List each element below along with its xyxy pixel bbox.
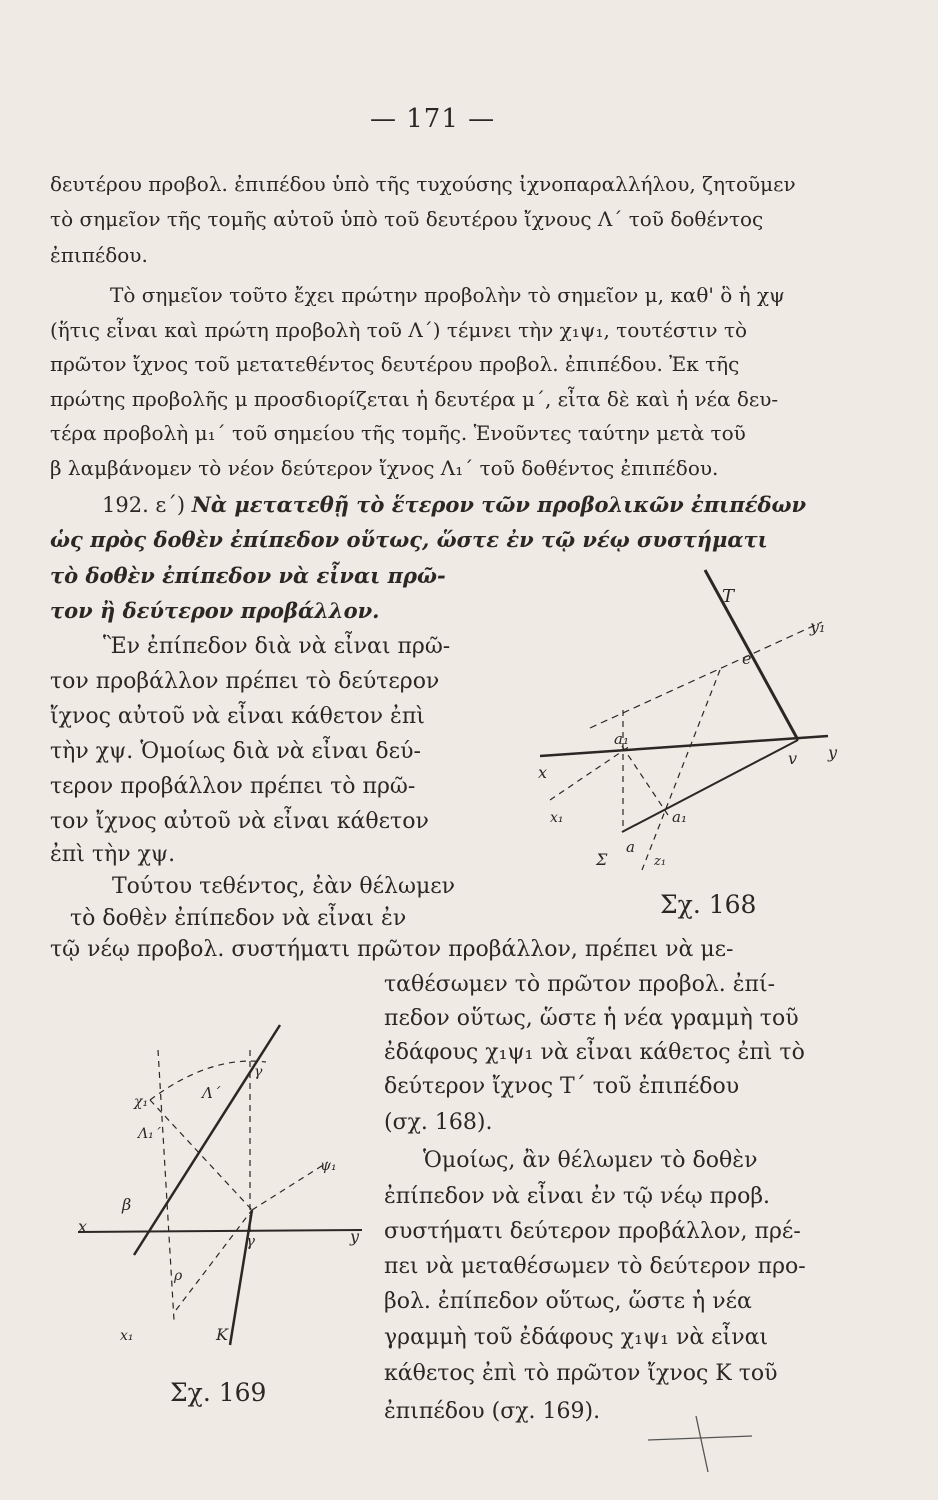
pencil-cross-mark <box>640 1410 760 1480</box>
page-number: — 171 — <box>370 104 496 134</box>
fig-label: γ <box>246 1232 255 1250</box>
section-title: Νὰ μετατεθῇ τὸ ἕτερον τῶν προβολικῶν ἐπιπέδων <box>191 492 807 517</box>
dashed-line <box>150 1100 252 1210</box>
fig-label: v <box>788 749 798 768</box>
fig-label: Σ <box>596 850 608 869</box>
text-line: κάθετος ἐπὶ τὸ πρῶτον ἴχνος Κ τοῦ <box>384 1361 778 1386</box>
figure-168 <box>530 560 850 880</box>
fig-label: ρ <box>174 1268 183 1284</box>
text-line: (σχ. 168). <box>384 1110 493 1135</box>
text-line: γραμμὴ τοῦ ἐδάφους χ₁ψ₁ νὰ εἶναι <box>384 1325 769 1350</box>
section-title-line: ὡς πρὸς δοθὲν ἐπίπεδον οὕτως, ὥστε ἐν τῷ νέῳ συστήματι <box>50 527 768 552</box>
section-number: 192. ε΄) <box>102 493 186 517</box>
projector-line <box>622 746 668 815</box>
fig-label: γ <box>254 1064 263 1080</box>
text-line: τὸ σημεῖον τῆς τομῆς αὐτοῦ ὑπὸ τοῦ δευτέρου ἴχνους Λ΄ τοῦ δοθέντος <box>50 207 764 231</box>
text-line: Τούτου τεθέντος, ἐὰν θέλωμεν <box>112 874 456 899</box>
fig-label: T <box>722 586 735 607</box>
fig-label: a₁ <box>672 808 687 826</box>
dashed-line <box>176 1210 252 1310</box>
text-line: β λαμβάνομεν τὸ νέον δεύτερον ἴχνος Λ₁΄ τοῦ δοθέντος ἐπιπέδου. <box>50 456 719 480</box>
text-line: δεύτερον ἴχνος Τ΄ τοῦ ἐπιπέδου <box>384 1074 740 1099</box>
text-line: ἐπὶ τὴν χψ. <box>50 842 176 867</box>
text-line: (ἥτις εἶναι καὶ πρώτη προβολὴ τοῦ Λ΄) τέμνει τὴν χ₁ψ₁, τουτέστιν τὸ <box>50 318 748 342</box>
text-line: ἴχνος αὐτοῦ νὰ εἶναι κάθετον ἐπὶ <box>50 704 425 729</box>
text-line: πει νὰ μεταθέσωμεν τὸ δεύτερον προ- <box>384 1254 806 1279</box>
text-line: τέρα προβολὴ μ₁΄ τοῦ σημείου τῆς τομῆς. Ἑνοῦντες ταύτην μετὰ τοῦ <box>50 421 746 445</box>
fig-label: Λ΄ <box>202 1084 221 1102</box>
text-line: δευτέρου προβολ. ἐπιπέδου ὑπὸ τῆς τυχούσης ἰχνοπαραλλήλου, ζητοῦμεν <box>50 172 796 196</box>
fig-label: y <box>350 1227 360 1246</box>
text-line: Ἓν ἐπίπεδον διὰ νὰ εἶναι πρῶ- <box>103 634 451 659</box>
fig-label: x₁ <box>120 1328 134 1344</box>
figure-168-caption: Σχ. 168 <box>660 890 757 919</box>
projector-line <box>158 1050 174 1320</box>
text-line: πρῶτον ἴχνος τοῦ μετατεθέντος δευτέρου προβολ. ἐπιπέδου. Ἐκ τῆς <box>50 352 740 376</box>
text-line: τὴν χψ. Ὁμοίως διὰ νὰ εἶναι δεύ- <box>50 739 421 764</box>
text-line: ἐπίπεδον νὰ εἶναι ἐν τῷ νέῳ προβ. <box>384 1184 771 1209</box>
fig-label: a <box>626 838 635 856</box>
fig-label: y₁ <box>810 617 826 636</box>
text-line: συστήματι δεύτερον προβάλλον, πρέ- <box>384 1219 801 1244</box>
projector-line <box>642 670 720 870</box>
text-line: βολ. ἐπίπεδον οὕτως, ὥστε ἡ νέα <box>384 1289 752 1314</box>
ground-line-xy <box>78 1230 362 1232</box>
text-line: ἐδάφους χ₁ψ₁ νὰ εἶναι κάθετος ἐπὶ τὸ <box>384 1040 805 1065</box>
fig-label: x₁ <box>550 810 564 826</box>
section-title-line: τον ἢ δεύτερον προβάλλον. <box>50 598 380 623</box>
fig-label: χ₁ <box>134 1094 149 1110</box>
fig-label: e <box>742 649 752 668</box>
section-title-line: τὸ δοθὲν ἐπίπεδον νὰ εἶναι πρῶ- <box>50 563 446 588</box>
text-line: τον ἴχνος αὐτοῦ νὰ εἶναι κάθετον <box>50 809 429 834</box>
text-line: τῷ νέῳ προβολ. συστήματι πρῶτον προβάλλον, πρέπει νὰ με- <box>50 937 734 962</box>
text-line: Ὁμοίως, ἂν θέλωμεν τὸ δοθὲν <box>423 1148 758 1173</box>
text-line: πεδον οὕτως, ὥστε ἡ νέα γραμμὴ τοῦ <box>384 1006 799 1031</box>
figure-169-caption: Σχ. 169 <box>170 1378 267 1407</box>
fig-label: a₁ <box>614 730 629 748</box>
text-line: τὸ δοθὲν ἐπίπεδον νὰ εἶναι ἐν <box>70 906 407 931</box>
text-line: Τὸ σημεῖον τοῦτο ἔχει πρώτην προβολὴν τὸ σημεῖον μ, καθ' ὃ ἡ χψ <box>110 283 785 307</box>
fig-label: y <box>828 743 838 762</box>
fig-label: ψ₁ <box>320 1158 337 1174</box>
figure-169 <box>70 1010 380 1355</box>
fig-label: K <box>216 1325 228 1344</box>
text-line: τον προβάλλον πρέπει τὸ δεύτερον <box>50 669 440 694</box>
fig-label: x <box>538 763 548 782</box>
text-line: τερον προβάλλον πρέπει τὸ πρῶ- <box>50 774 416 799</box>
text-line: ταθέσωμεν τὸ πρῶτον προβολ. ἐπί- <box>384 972 776 997</box>
text-line: ἐπιπέδου (σχ. 169). <box>384 1399 601 1424</box>
dashed-line <box>252 1162 328 1210</box>
trace-line-t <box>705 570 798 740</box>
fig-label: Λ₁΄ <box>138 1126 161 1142</box>
text-line: ἐπιπέδου. <box>50 243 148 267</box>
fig-label: x <box>78 1217 88 1236</box>
section-heading <box>102 492 806 517</box>
fig-label: z₁ <box>654 854 667 869</box>
fig-label: β <box>122 1195 132 1214</box>
dashed-line <box>590 622 822 728</box>
text-line: πρώτης προβολῆς μ προσδιορίζεται ἡ δευτέρα μ΄, εἶτα δὲ καὶ ἡ νέα δευ- <box>50 387 779 411</box>
